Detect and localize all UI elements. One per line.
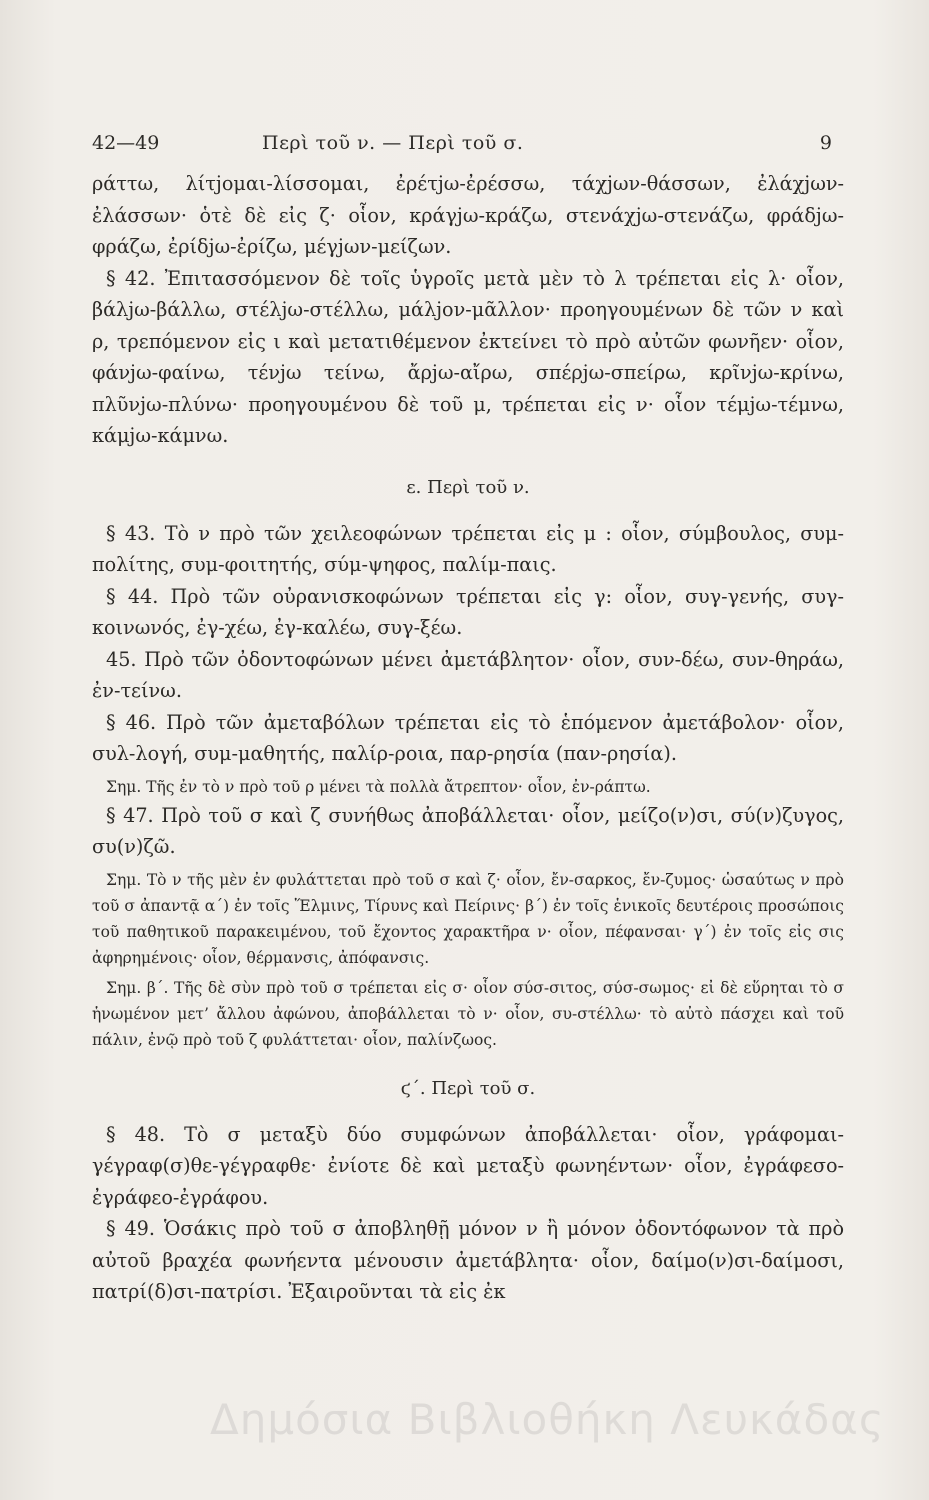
paragraph-47: § 47. Πρὸ τοῦ σ καὶ ζ συνήθως ἀποβάλλεται· οἷον, μείζο(ν)σι, σύ(ν)ζυγος, συ(ν)ζῶ. — [92, 803, 844, 858]
library-watermark: Δημόσια Βιβλιοθήκη Λευκάδας — [210, 1395, 885, 1444]
paragraph-43: § 43. Τὸ ν πρὸ τῶν χειλεοφώνων τρέπεται εἰς μ : οἷον, σύμβουλος, συμ-πολίτης, συμ-φοιτητής, σύμ-ψηφος, παλίμ-παις. — [92, 521, 844, 576]
paragraph-48: § 48. Τὸ σ μεταξὺ δύο συμφώνων ἀποβάλλεται· οἷον, γράφομαι-γέγραφ(σ)θε-γέγραφθε· ἐνίοτε δὲ καὶ μεταξὺ φωνηέντων· οἷον, ἐγράφεσο-ἐγράφεο-ἐγράφου. — [92, 1122, 844, 1209]
section-heading-sigma: ϛ΄. Περὶ τοῦ σ. — [400, 1077, 536, 1099]
paragraph-44: § 44. Πρὸ τῶν οὐρανισκοφώνων τρέπεται εἰς γ: οἷον, συγ-γενής, συγ-κοινωνός, ἐγ-χέω, ἐγ-καλέω, συγ-ξέω. — [92, 584, 844, 639]
note-46: Σημ. Τῆς ἐν τὸ ν πρὸ τοῦ ρ μένει τὰ πολλὰ ἄτρεπτον· οἷον, ἐν-ράπτω. — [106, 777, 651, 796]
paragraph-46: § 46. Πρὸ τῶν ἀμεταβόλων τρέπεται εἰς τὸ ἑπόμενον ἀμετάβολον· οἷον, συλ-λογή, συμ-μαθητής, παλίρ-ροια, παρ-ρησία (παν-ρησία). — [92, 710, 844, 765]
paragraph-49: § 49. Ὁσάκις πρὸ τοῦ σ ἀποβληθῇ μόνον ν ἢ μόνον ὀδοντόφωνον τὰ πρὸ αὐτοῦ βραχέα φωνήεντα μένουσιν ἀμετάβλητα· οἷον, δαίμο(ν)σι-δαίμοσι, πατρί(δ)σι-πατρίσι. Ἐξαιροῦνται τὰ εἰς ἐκ — [92, 1217, 844, 1303]
section-range: 42—49 — [92, 132, 160, 154]
paragraph-42: § 42. Ἐπιτασσόμενον δὲ τοῖς ὑγροῖς μετὰ μὲν τὸ λ τρέπεται εἰς λ· οἷον, βάλjω-βάλλω, στέλjω-στέλλω, μάλjον-μᾶλλον· προηγουμένων δὲ τῶν ν καὶ ρ, τρεπόμενον εἰς ι καὶ μετατιθέμενον ἐκτείνει τὸ πρὸ αὐτῶν φωνῆεν· οἷον, φάνjω-φαίνω, τένjω τείνω, ἄρjω-αἴρω, σπέρjω-σπείρω, κρῖνjω-κρίνω, πλῦνjω-πλύνω· προηγουμένου δὲ τοῦ μ, τρέπεται εἰς ν· οἷον τέμjω-τέμνω, κάμjω-κάμνω. — [92, 266, 844, 447]
page-number: 9 — [819, 132, 832, 154]
page-body — [92, 168, 844, 1308]
note-47-a: Σημ. Τὸ ν τῆς μὲν ἐν φυλάττεται πρὸ τοῦ σ καὶ ζ· οἷον, ἔν-σαρκος, ἔν-ζυμος· ὡσαύτως ν πρὸ τοῦ σ ἀπαντᾷ α΄) ἐν τοῖς Ἕλμινς, Τίρυνς καὶ Πείρινς· β΄) ἐν τοῖς ἑνικοῖς δευτέροις προσώποις τοῦ παθητικοῦ παρακειμένου, τοῦ ἔχοντος χαρακτῆρα ν· οἷον, πέφανσαι· γ΄) ἐν τοῖς εἰς σις ἀφηρημένοις· οἷον, θέρμανσις, ἀπόφανσις. — [92, 870, 844, 967]
paragraph-continuation: ράττω, λίτjομαι-λίσσομαι, ἐρέτjω-ἐρέσσω, τάχjων-θάσσων, ἐλάχjων-ἐλάσσων· ὁτὲ δὲ εἰς ζ· οἷον, κράγjω-κράζω, στενάχjω-στενάζω, φράδjω-φράζω, ἐρίδjω-ἐρίζω, μέγjων-μείζων. — [92, 172, 844, 258]
note-47-b: Σημ. β΄. Τῆς δὲ σὺν πρὸ τοῦ σ τρέπεται εἰς σ· οἷον σύσ-σιτος, σύσ-σωμος· εἰ δὲ εὕρηται τὸ σ ἡνωμένον μετ’ ἄλλου ἀφώνου, ἀποβάλλεται τὸ ν· οἷον, συ-στέλλω· τὸ αὐτὸ πάσχει καὶ τοῦ πάλιν, ἐνῷ πρὸ τοῦ ζ φυλάττεται· οἷον, παλίνζωος. — [92, 978, 844, 1049]
paragraph-45: 45. Πρὸ τῶν ὀδοντοφώνων μένει ἀμετάβλητον· οἷον, συν-δέω, συν-θηράω, ἐν-τείνω. — [92, 647, 844, 702]
page-header — [92, 132, 832, 162]
running-title: Περὶ τοῦ ν. — Περὶ τοῦ σ. — [262, 132, 524, 154]
section-heading-nu: ε. Περὶ τοῦ ν. — [406, 476, 530, 498]
